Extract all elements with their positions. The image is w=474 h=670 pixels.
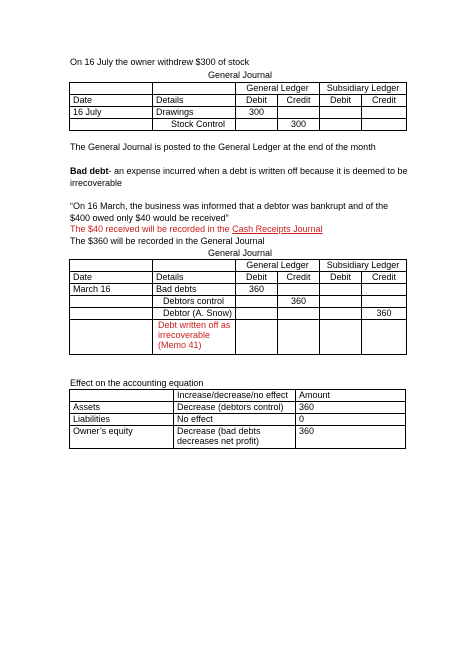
scenario-quote-cont: $400 owed only $40 would be received” bbox=[70, 213, 229, 223]
subsidiary-debit-cell bbox=[320, 284, 362, 296]
debit-header: Debit bbox=[236, 272, 278, 284]
table-row bbox=[70, 414, 406, 426]
bad-debt-definition bbox=[70, 166, 408, 177]
empty-cell bbox=[236, 320, 278, 355]
scenario-quote: “On 16 March, the business was informed that a debtor was bankrupt and of the bbox=[70, 201, 389, 211]
item-cell: Liabilities bbox=[70, 414, 174, 426]
journal1-caption: General Journal bbox=[208, 70, 273, 80]
empty-cell bbox=[70, 390, 174, 402]
amount-header: Amount bbox=[296, 390, 406, 402]
table-row bbox=[70, 320, 407, 355]
date-cell: March 16 bbox=[70, 284, 153, 296]
effect-line: Decrease (bad debts bbox=[177, 426, 261, 436]
credit-cell bbox=[278, 284, 320, 296]
details-cell: Stock Control bbox=[153, 119, 236, 131]
item-cell: Assets bbox=[70, 402, 174, 414]
table-row bbox=[70, 107, 407, 119]
item-cell: Owner’s equity bbox=[70, 426, 174, 449]
empty-cell bbox=[70, 260, 153, 272]
empty-cell bbox=[153, 260, 236, 272]
memo-line: irrecoverable bbox=[158, 330, 211, 340]
date-cell bbox=[70, 119, 153, 131]
empty-cell bbox=[278, 320, 320, 355]
debit-cell bbox=[236, 308, 278, 320]
subsidiary-debit-cell bbox=[320, 308, 362, 320]
details-header: Details bbox=[153, 95, 236, 107]
details-cell: Drawings bbox=[153, 107, 236, 119]
subsidiary-credit-cell bbox=[362, 296, 407, 308]
credit-cell: 360 bbox=[278, 296, 320, 308]
details-cell: Debtors control bbox=[153, 296, 236, 308]
empty-cell bbox=[70, 320, 153, 355]
date-cell bbox=[70, 296, 153, 308]
empty-cell bbox=[70, 83, 153, 95]
general-ledger-header: General Ledger bbox=[236, 83, 320, 95]
table-row bbox=[70, 296, 407, 308]
credit-header: Credit bbox=[278, 95, 320, 107]
subsidiary-debit-cell bbox=[320, 119, 362, 131]
empty-cell bbox=[320, 320, 362, 355]
debit-cell bbox=[236, 119, 278, 131]
credit-header: Credit bbox=[278, 272, 320, 284]
memo-line: (Memo 41) bbox=[158, 340, 202, 350]
amount-cell: 360 bbox=[296, 402, 406, 414]
general-journal-note: The $360 will be recorded in the General Journal bbox=[70, 236, 265, 246]
intro-text: On 16 July the owner withdrew $300 of stock bbox=[70, 57, 250, 67]
empty-cell bbox=[153, 83, 236, 95]
debit-header: Debit bbox=[236, 95, 278, 107]
details-cell: Debtor (A. Snow) bbox=[153, 308, 236, 320]
details-cell: Bad debts bbox=[153, 284, 236, 296]
debit-cell: 300 bbox=[236, 107, 278, 119]
memo-line: Debt written off as bbox=[158, 320, 231, 330]
effect-title: Effect on the accounting equation bbox=[70, 378, 204, 388]
subsidiary-debit-cell bbox=[320, 296, 362, 308]
date-header: Date bbox=[70, 95, 153, 107]
accounting-equation-table bbox=[69, 389, 406, 449]
subsidiary-credit-cell bbox=[362, 119, 407, 131]
date-cell bbox=[70, 308, 153, 320]
table-row bbox=[70, 426, 406, 449]
subsidiary-credit-cell: 360 bbox=[362, 308, 407, 320]
table-row bbox=[70, 402, 406, 414]
amount-cell: 0 bbox=[296, 414, 406, 426]
subsidiary-ledger-header: Subsidiary Ledger bbox=[320, 260, 407, 272]
effect-cell: Decrease (debtors control) bbox=[174, 402, 296, 414]
general-ledger-header: General Ledger bbox=[236, 260, 320, 272]
effect-cell: No effect bbox=[174, 414, 296, 426]
bad-debt-definition-cont: irrecoverable bbox=[70, 178, 123, 188]
general-journal-2 bbox=[69, 259, 407, 355]
table-row bbox=[70, 308, 407, 320]
effect-header: Increase/decrease/no effect bbox=[174, 390, 296, 402]
bad-debt-term: Bad debt bbox=[70, 166, 109, 176]
bad-debt-definition-text: - an expense incurred when a debt is written off because it is deemed to be bbox=[108, 166, 408, 176]
date-header: Date bbox=[70, 272, 153, 284]
cash-receipts-note bbox=[70, 224, 323, 235]
effect-cell bbox=[174, 426, 296, 449]
subsidiary-debit-header: Debit bbox=[320, 272, 362, 284]
credit-cell: 300 bbox=[278, 119, 320, 131]
debit-cell: 360 bbox=[236, 284, 278, 296]
subsidiary-ledger-header: Subsidiary Ledger bbox=[320, 83, 407, 95]
memo-cell bbox=[153, 320, 236, 355]
posted-note: The General Journal is posted to the General Ledger at the end of the month bbox=[70, 142, 376, 152]
date-cell: 16 July bbox=[70, 107, 153, 119]
cash-receipts-note-text: The $40 received will be recorded in the bbox=[70, 224, 233, 234]
journal2-caption: General Journal bbox=[208, 248, 273, 258]
subsidiary-credit-cell bbox=[362, 284, 407, 296]
amount-cell: 360 bbox=[296, 426, 406, 449]
effect-line: decreases net profit) bbox=[177, 436, 260, 446]
subsidiary-debit-header: Debit bbox=[320, 95, 362, 107]
credit-cell bbox=[278, 308, 320, 320]
subsidiary-credit-header: Credit bbox=[362, 272, 407, 284]
empty-cell bbox=[362, 320, 407, 355]
details-header: Details bbox=[153, 272, 236, 284]
cash-receipts-journal-link: Cash Receipts Journal bbox=[232, 224, 323, 234]
subsidiary-credit-header: Credit bbox=[362, 95, 407, 107]
credit-cell bbox=[278, 107, 320, 119]
table-row bbox=[70, 284, 407, 296]
general-journal-1 bbox=[69, 82, 407, 131]
subsidiary-debit-cell bbox=[320, 107, 362, 119]
table-row bbox=[70, 119, 407, 131]
debit-cell bbox=[236, 296, 278, 308]
subsidiary-credit-cell bbox=[362, 107, 407, 119]
